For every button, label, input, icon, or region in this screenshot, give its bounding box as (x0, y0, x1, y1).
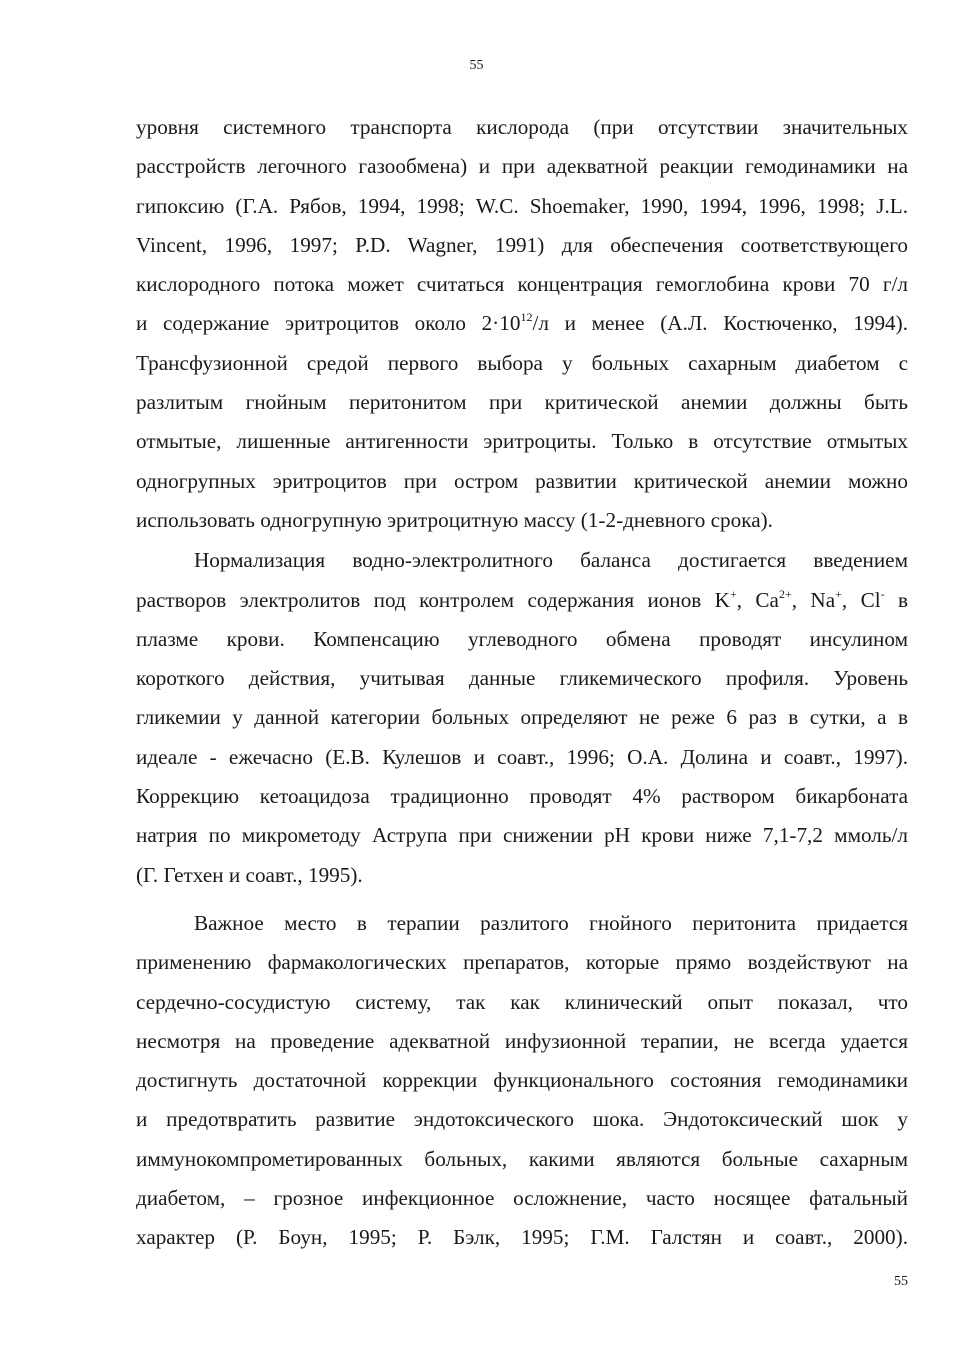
text-line (136, 777, 908, 816)
text-run: плазме крови. Компенсацию углеводного обмена проводят инсулином (136, 626, 908, 651)
text-line (136, 501, 908, 540)
text-run: Vincent, 1996, 1997; P.D. Wagner, 1991) для обеспечения соответствующего (136, 232, 908, 257)
text-run: диабетом, – грозное инфекционное осложнение, часто носящее фатальный (136, 1186, 908, 1211)
text-line (136, 462, 908, 501)
text-run: короткого действия, учитывая данные гликемического профиля. Уровень (136, 666, 908, 691)
text-line (136, 147, 908, 186)
text-line (136, 1218, 908, 1257)
text-run: , Na (791, 587, 836, 612)
text-line (136, 541, 908, 580)
text-line (136, 698, 908, 737)
text-run: уровня системного транспорта кислорода (при отсутствии значительных (136, 115, 908, 139)
text-line (136, 816, 908, 855)
text-line (136, 738, 908, 777)
text-run: разлитым гнойным перитонитом при критической анемии должны быть (136, 390, 908, 415)
text-line (136, 304, 908, 343)
superscript: 12 (520, 310, 533, 325)
text-line (136, 620, 908, 659)
text-run: расстройств легочного газообмена) и при адекватной реакции гемодинамики на (136, 154, 908, 179)
text-line (136, 344, 908, 383)
text-run: растворов электролитов под контролем содержания ионов K (136, 587, 730, 612)
page-number-top: 55 (469, 58, 484, 73)
text-line (136, 383, 908, 422)
text-line (136, 943, 908, 982)
text-line (136, 108, 908, 147)
text-line (136, 904, 908, 943)
superscript: 2+ (778, 586, 792, 601)
page-number-bottom: 55 (894, 1274, 908, 1289)
text-run: натрия по микрометоду Аструпа при снижении pH крови ниже 7,1-7,2 ммоль/л (136, 823, 908, 848)
text-run: достигнуть достаточной коррекции функционального состояния гемодинамики (136, 1068, 908, 1093)
text-run: сердечно-сосудистую систему, так как клинический опыт показал, что (136, 989, 908, 1014)
text-line (136, 983, 908, 1022)
text-line (136, 581, 908, 620)
text-run: /л и менее (А.Л. Костюченко, 1994). (532, 311, 908, 336)
body-text (136, 108, 908, 1258)
text-line (136, 856, 908, 895)
text-run: в (884, 587, 908, 612)
text-run: использовать одногрупную эритроцитную массу (1-2-дневного срока). (136, 507, 773, 532)
text-run: несмотря на проведение адекватной инфузионной терапии, не всегда удается (136, 1028, 908, 1053)
text-line (136, 422, 908, 461)
text-line (136, 1100, 908, 1139)
text-run: Коррекцию кетоацидоза традиционно проводят 4% раствором бикарбоната (136, 784, 908, 809)
text-run: (Г. Гетхен и соавт., 1995). (136, 862, 363, 887)
text-line (136, 187, 908, 226)
text-line (136, 1140, 908, 1179)
text-run: отмытые, лишенные антигенности эритроциты. Только в отсутствие отмытых (136, 429, 908, 454)
text-run: гликемии у данной категории больных определяют не реже 6 раз в сутки, а в (136, 705, 908, 730)
superscript: - (880, 586, 885, 601)
text-run: Важное место в терапии разлитого гнойного перитонита придается (194, 910, 908, 935)
text-line (136, 1179, 908, 1218)
text-run: и содержание эритроцитов около 2·10 (136, 311, 521, 336)
text-line (136, 265, 908, 304)
text-run: иммунокомпрометированных больных, какими являются больные сахарным (136, 1146, 908, 1171)
text-run: и предотвратить развитие эндотоксического шока. Эндотоксический шок у (136, 1107, 908, 1132)
text-line (136, 1022, 908, 1061)
text-run: кислородного потока может считаться концентрация гемоглобина крови 70 г/л (136, 272, 908, 297)
paragraph (136, 904, 908, 1258)
text-run: , Ca (736, 587, 779, 612)
text-run: применению фармакологических препаратов, которые прямо воздействуют на (136, 950, 908, 975)
paragraph (136, 541, 908, 895)
superscript: + (835, 586, 842, 601)
text-run: Трансфузионной средой первого выбора у больных сахарным диабетом с (136, 350, 908, 375)
paragraph (136, 108, 908, 540)
text-line (136, 1061, 908, 1100)
text-line (136, 226, 908, 265)
text-run: идеале - ежечасно (Е.В. Кулешов и соавт., 1996; О.А. Долина и соавт., 1997). (136, 744, 908, 769)
text-run: одногрупных эритроцитов при остром развитии критической анемии можно (136, 468, 908, 493)
text-run: характер (Р. Боун, 1995; Р. Бэлк, 1995; Г.М. Галстян и соавт., 2000). (136, 1225, 908, 1250)
text-line (136, 659, 908, 698)
text-run: гипоксию (Г.А. Рябов, 1994, 1998; W.C. Shoemaker, 1990, 1994, 1996, 1998; J.L. (136, 193, 908, 218)
superscript: + (729, 586, 737, 601)
text-run: Нормализация водно-электролитного баланса достигается введением (194, 548, 908, 573)
text-run: , Cl (841, 587, 881, 612)
